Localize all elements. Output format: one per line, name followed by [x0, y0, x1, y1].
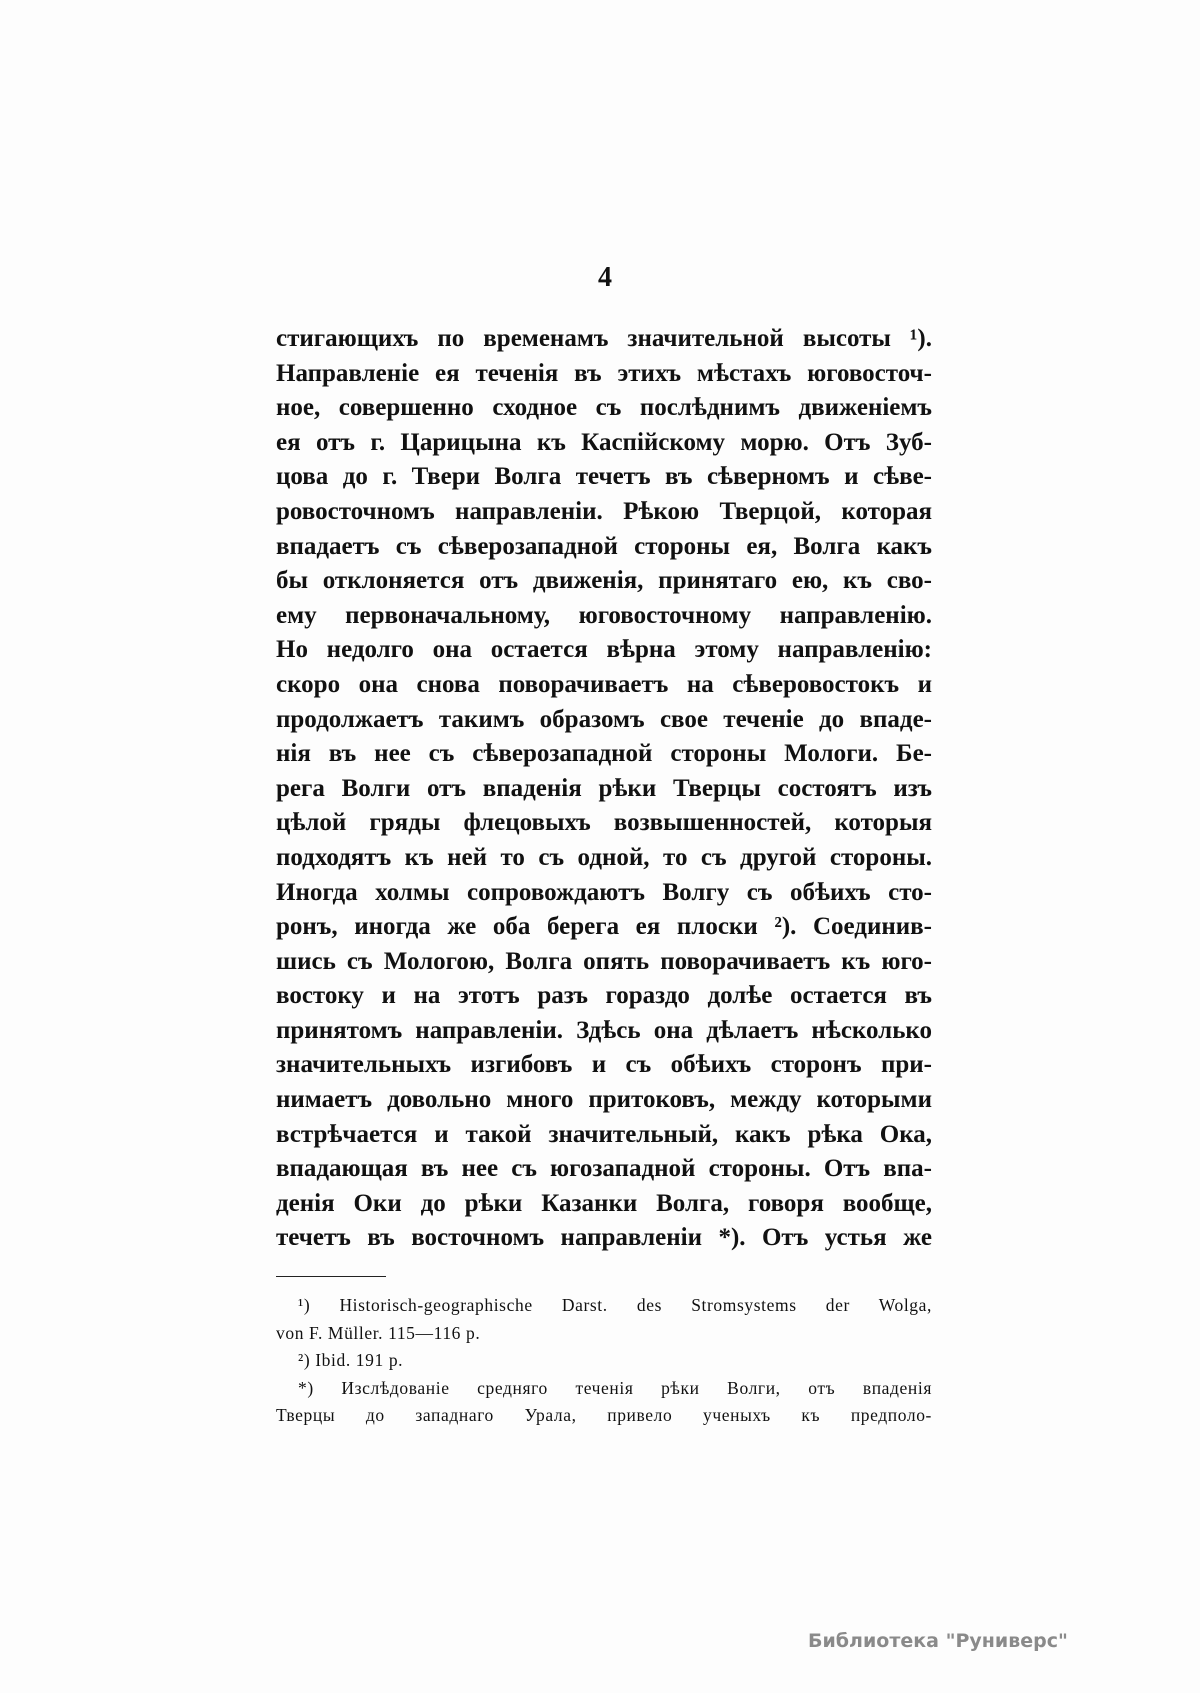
text-line: ное, совершенно сходное съ послѣднимъ движеніемъ: [276, 394, 932, 422]
text-line: нія въ нее съ сѣверозападной стороны Мологи. Бе-: [276, 740, 932, 768]
footnote-divider: [276, 1276, 386, 1277]
text-line: Иногда холмы сопровождаютъ Волгу съ обѣихъ сто-: [276, 878, 932, 906]
text-line: рега Волги отъ впаденія рѣки Тверцы состоятъ изъ: [276, 774, 932, 802]
text-line: ровосточномъ направленіи. Рѣкою Тверцой, которая: [276, 497, 932, 525]
text-line: цѣлой гряды флецовыхъ возвышенностей, которыя: [276, 809, 932, 837]
text-line: принятомъ направленіи. Здѣсь она дѣлаетъ нѣсколько: [276, 1016, 932, 1044]
page-number: 4: [598, 262, 612, 293]
text-line: скоро она снова поворачиваетъ на сѣверовостокъ и: [276, 670, 932, 698]
text-line: стигающихъ по временамъ значительной высоты ¹).: [276, 325, 932, 352]
text-line: шись съ Мологою, Волга опять поворачиваетъ къ юго-: [276, 947, 932, 975]
footnote-line: von F. Müller. 115—116 p.: [276, 1322, 481, 1343]
footnotes: [276, 1292, 932, 1430]
footnote-line: ¹) Historisch-geographische Darst. des Stromsystems der Wolga,: [298, 1295, 932, 1315]
text-line: бы отклоняется отъ движенія, принятаго ею, къ сво-: [276, 567, 932, 595]
text-line: впадаетъ съ сѣверозападной стороны ея, Волга какъ: [276, 532, 932, 560]
text-line: ея отъ г. Царицына къ Каспійскому морю. Отъ Зуб-: [276, 428, 932, 456]
body-text: [276, 322, 932, 1256]
footnote-line: Тверцы до западнаго Урала, привело ученыхъ къ предполо-: [276, 1405, 932, 1425]
text-line: ему первоначальному, юговосточному направленію.: [276, 601, 932, 629]
text-line: нимаетъ довольно много притоковъ, между которыми: [276, 1086, 932, 1114]
text-line: подходятъ къ ней то съ одной, то съ другой стороны.: [276, 843, 932, 871]
text-line: Направленіе ея теченія въ этихъ мѣстахъ юговосточ-: [276, 359, 932, 387]
text-line: ронъ, иногда же оба берега ея плоски ²). Соединив-: [276, 913, 932, 941]
text-line: цова до г. Твери Волга течетъ въ сѣверномъ и сѣве-: [276, 463, 932, 491]
library-watermark: Библиотека "Руниверс": [808, 1630, 1068, 1652]
text-line: востоку и на этотъ разъ гораздо долѣе остается въ: [276, 982, 932, 1010]
text-line: течетъ въ восточномъ направленіи *). Отъ устья же: [276, 1224, 932, 1252]
text-line: встрѣчается и такой значительный, какъ рѣка Ока,: [276, 1120, 932, 1148]
text-line: впадающая въ нее съ югозападной стороны. Отъ впа-: [276, 1155, 932, 1183]
text-line: Но недолго она остается вѣрна этому направленію:: [276, 636, 932, 664]
text-line: значительныхъ изгибовъ и съ обѣихъ сторонъ при-: [276, 1051, 932, 1079]
text-line: денія Оки до рѣки Казанки Волга, говоря вообще,: [276, 1189, 932, 1217]
footnote-line: ²) Ibid. 191 p.: [298, 1350, 404, 1370]
footnote-line: *) Изслѣдованіе средняго теченія рѣки Волги, отъ впаденія: [298, 1377, 932, 1398]
text-line: продолжаетъ такимъ образомъ свое теченіе до впаде-: [276, 705, 932, 733]
